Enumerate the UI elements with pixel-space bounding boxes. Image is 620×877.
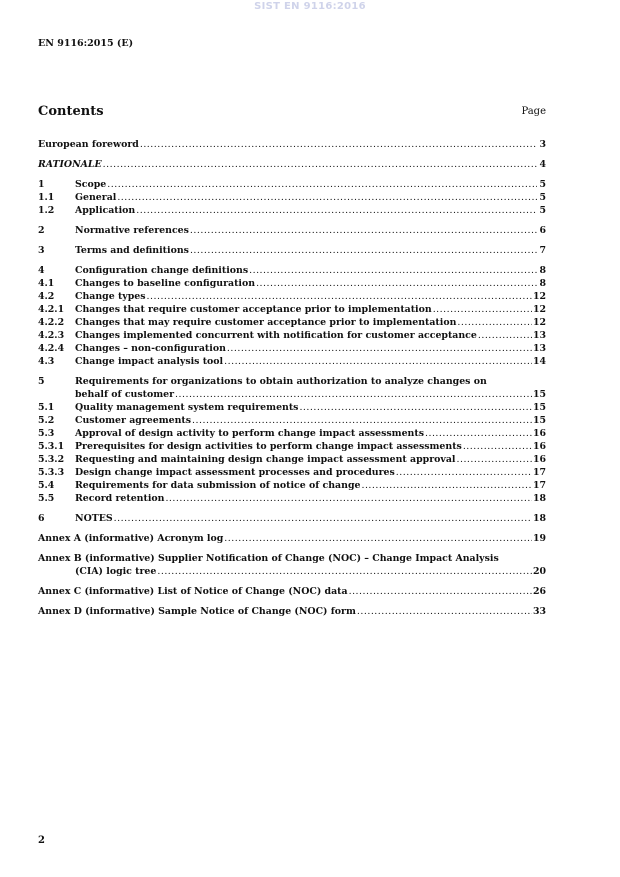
toc-entry-page: 12 bbox=[532, 291, 546, 302]
toc-entry-title: Annex A (informative) Acronym log bbox=[38, 533, 224, 544]
toc-entry-page: 14 bbox=[532, 356, 546, 367]
toc-entry-title: RATIONALE bbox=[38, 159, 102, 170]
toc-entry-5-3-2[interactable] bbox=[38, 453, 546, 466]
toc-entry-foreword[interactable] bbox=[38, 138, 546, 151]
toc-entry-6[interactable] bbox=[38, 512, 546, 525]
toc-entry-rationale[interactable] bbox=[38, 158, 546, 171]
toc-entry-title: NOTES bbox=[75, 513, 113, 524]
toc-entry-number: 2 bbox=[38, 225, 45, 236]
toc-entry-number: 4 bbox=[38, 265, 45, 276]
toc-entry-page: 18 bbox=[532, 513, 546, 524]
toc-entry-title: Changes – non-configuration bbox=[75, 343, 226, 354]
toc-entry-page: 33 bbox=[532, 606, 546, 617]
toc-entry-number: 3 bbox=[38, 245, 45, 256]
page-title: Contents bbox=[38, 104, 104, 119]
toc-entry-title: Design change impact assessment processes and procedures bbox=[75, 467, 395, 478]
toc-entry-5-5[interactable] bbox=[38, 492, 546, 505]
toc-entry-4-1[interactable] bbox=[38, 277, 546, 290]
toc-entry-1-2[interactable] bbox=[38, 204, 546, 217]
toc-entry-4-2-1[interactable] bbox=[38, 303, 546, 316]
toc-entry-page: 12 bbox=[532, 304, 546, 315]
toc-entry-page: 8 bbox=[539, 278, 546, 289]
toc-entry-5-3-3[interactable] bbox=[38, 466, 546, 479]
toc-entry-4-2-2[interactable] bbox=[38, 316, 546, 329]
toc-entry-number: 1.1 bbox=[38, 192, 55, 203]
watermark: SIST EN 9116:2016 bbox=[254, 1, 366, 12]
toc-entry-number: 5.3.3 bbox=[38, 467, 65, 478]
toc-entry-1-1[interactable] bbox=[38, 191, 546, 204]
toc-entry-title: Application bbox=[75, 205, 136, 216]
toc-entry-number: 5 bbox=[38, 376, 45, 387]
toc-entry-1[interactable] bbox=[38, 178, 546, 191]
toc-entry-title: Requirements for data submission of notice of change bbox=[75, 480, 361, 491]
toc-entry-number: 4.1 bbox=[38, 278, 55, 289]
toc-entry-title: Change types bbox=[75, 291, 146, 302]
toc-entry-title: Normative references bbox=[75, 225, 189, 236]
toc-entry-title-continued: (CIA) logic tree bbox=[75, 566, 157, 577]
toc-entry-page: 15 bbox=[532, 415, 546, 426]
toc-entry-page: 26 bbox=[532, 586, 546, 597]
toc-entry-page: 16 bbox=[532, 441, 546, 452]
toc-entry-4[interactable] bbox=[38, 264, 546, 277]
toc-entry-title: Change impact analysis tool bbox=[75, 356, 224, 367]
toc-entry-5-4[interactable] bbox=[38, 479, 546, 492]
toc-entry-page: 13 bbox=[532, 330, 546, 341]
toc-entry-4-2-4[interactable] bbox=[38, 342, 546, 355]
toc-entry-annex-a[interactable] bbox=[38, 532, 546, 545]
toc-entry-title: Customer agreements bbox=[75, 415, 192, 426]
toc-entry-page: 17 bbox=[532, 467, 546, 478]
toc-entry-page: 4 bbox=[539, 159, 546, 170]
toc-entry-page: 16 bbox=[532, 428, 546, 439]
toc-entry-page: 15 bbox=[532, 402, 546, 413]
toc-entry-page: 6 bbox=[539, 225, 546, 236]
toc-entry-annex-c[interactable] bbox=[38, 585, 546, 598]
toc-entry-page: 7 bbox=[539, 245, 546, 256]
toc-entry-page: 13 bbox=[532, 343, 546, 354]
toc-entry-title: Changes that may require customer acceptance prior to implementation bbox=[75, 317, 457, 328]
toc-entry-4-3[interactable] bbox=[38, 355, 546, 368]
toc-entry-annex-d[interactable] bbox=[38, 605, 546, 618]
toc-entry-title: Changes implemented concurrent with notification for customer acceptance bbox=[75, 330, 477, 341]
toc-entry-number: 4.2.4 bbox=[38, 343, 65, 354]
toc-entry-title: Changes to baseline configuration bbox=[75, 278, 256, 289]
toc-entry-5[interactable] bbox=[38, 375, 546, 401]
toc-entry-title: Annex C (informative) List of Notice of Change (NOC) data bbox=[38, 586, 348, 597]
table-of-contents bbox=[38, 138, 546, 618]
toc-entry-number: 5.3.2 bbox=[38, 454, 65, 465]
toc-entry-page: 20 bbox=[532, 566, 546, 577]
toc-entry-title: Changes that require customer acceptance prior to implementation bbox=[75, 304, 432, 315]
toc-entry-title: Terms and definitions bbox=[75, 245, 189, 256]
toc-entry-number: 5.2 bbox=[38, 415, 55, 426]
toc-entry-5-3[interactable] bbox=[38, 427, 546, 440]
toc-entry-3[interactable] bbox=[38, 244, 546, 257]
toc-entry-2[interactable] bbox=[38, 224, 546, 237]
toc-entry-title: Requesting and maintaining design change impact assessment approval bbox=[75, 454, 456, 465]
page-column-label: Page bbox=[521, 106, 546, 117]
toc-entry-page: 12 bbox=[532, 317, 546, 328]
toc-entry-page: 19 bbox=[532, 533, 546, 544]
toc-entry-page: 5 bbox=[539, 205, 546, 216]
toc-entry-page: 3 bbox=[539, 139, 546, 150]
toc-entry-title: Requirements for organizations to obtain authorization to analyze changes on bbox=[75, 376, 487, 387]
toc-entry-number: 1.2 bbox=[38, 205, 55, 216]
toc-entry-5-1[interactable] bbox=[38, 401, 546, 414]
toc-entry-number: 4.2.3 bbox=[38, 330, 65, 341]
toc-entry-title: Quality management system requirements bbox=[75, 402, 299, 413]
toc-entry-annex-b[interactable] bbox=[38, 552, 546, 578]
toc-entry-number: 4.2.2 bbox=[38, 317, 65, 328]
toc-entry-4-2-3[interactable] bbox=[38, 329, 546, 342]
toc-entry-4-2[interactable] bbox=[38, 290, 546, 303]
toc-entry-title: Configuration change definitions bbox=[75, 265, 249, 276]
toc-entry-page: 18 bbox=[532, 493, 546, 504]
toc-entry-page: 5 bbox=[539, 179, 546, 190]
toc-entry-title: Prerequisites for design activities to perform change impact assessments bbox=[75, 441, 462, 452]
toc-entry-title: General bbox=[75, 192, 117, 203]
toc-entry-title: Annex B (informative) Supplier Notification of Change (NOC) – Change Impact Analysis bbox=[38, 553, 499, 564]
toc-entry-title: Annex D (informative) Sample Notice of Change (NOC) form bbox=[38, 606, 356, 617]
toc-entry-page: 17 bbox=[532, 480, 546, 491]
toc-entry-page: 16 bbox=[532, 454, 546, 465]
toc-entry-page: 15 bbox=[532, 389, 546, 400]
toc-entry-number: 4.3 bbox=[38, 356, 55, 367]
toc-entry-page: 8 bbox=[539, 265, 546, 276]
toc-entry-title: Scope bbox=[75, 179, 107, 190]
toc-entry-title: Record retention bbox=[75, 493, 165, 504]
toc-entry-number: 4.2 bbox=[38, 291, 55, 302]
document-id: EN 9116:2015 (E) bbox=[38, 38, 134, 49]
page-number: 2 bbox=[38, 835, 45, 846]
toc-entry-number: 5.3 bbox=[38, 428, 55, 439]
toc-entry-number: 1 bbox=[38, 179, 45, 190]
toc-entry-number: 5.3.1 bbox=[38, 441, 65, 452]
toc-entry-title: European foreword bbox=[38, 139, 139, 150]
toc-entry-number: 5.1 bbox=[38, 402, 55, 413]
toc-entry-number: 5.5 bbox=[38, 493, 55, 504]
toc-entry-5-3-1[interactable] bbox=[38, 440, 546, 453]
toc-entry-number: 6 bbox=[38, 513, 45, 524]
toc-entry-title-continued: behalf of customer bbox=[75, 389, 175, 400]
toc-entry-number: 4.2.1 bbox=[38, 304, 65, 315]
toc-entry-page: 5 bbox=[539, 192, 546, 203]
toc-entry-5-2[interactable] bbox=[38, 414, 546, 427]
toc-entry-number: 5.4 bbox=[38, 480, 55, 491]
toc-entry-title: Approval of design activity to perform change impact assessments bbox=[75, 428, 424, 439]
